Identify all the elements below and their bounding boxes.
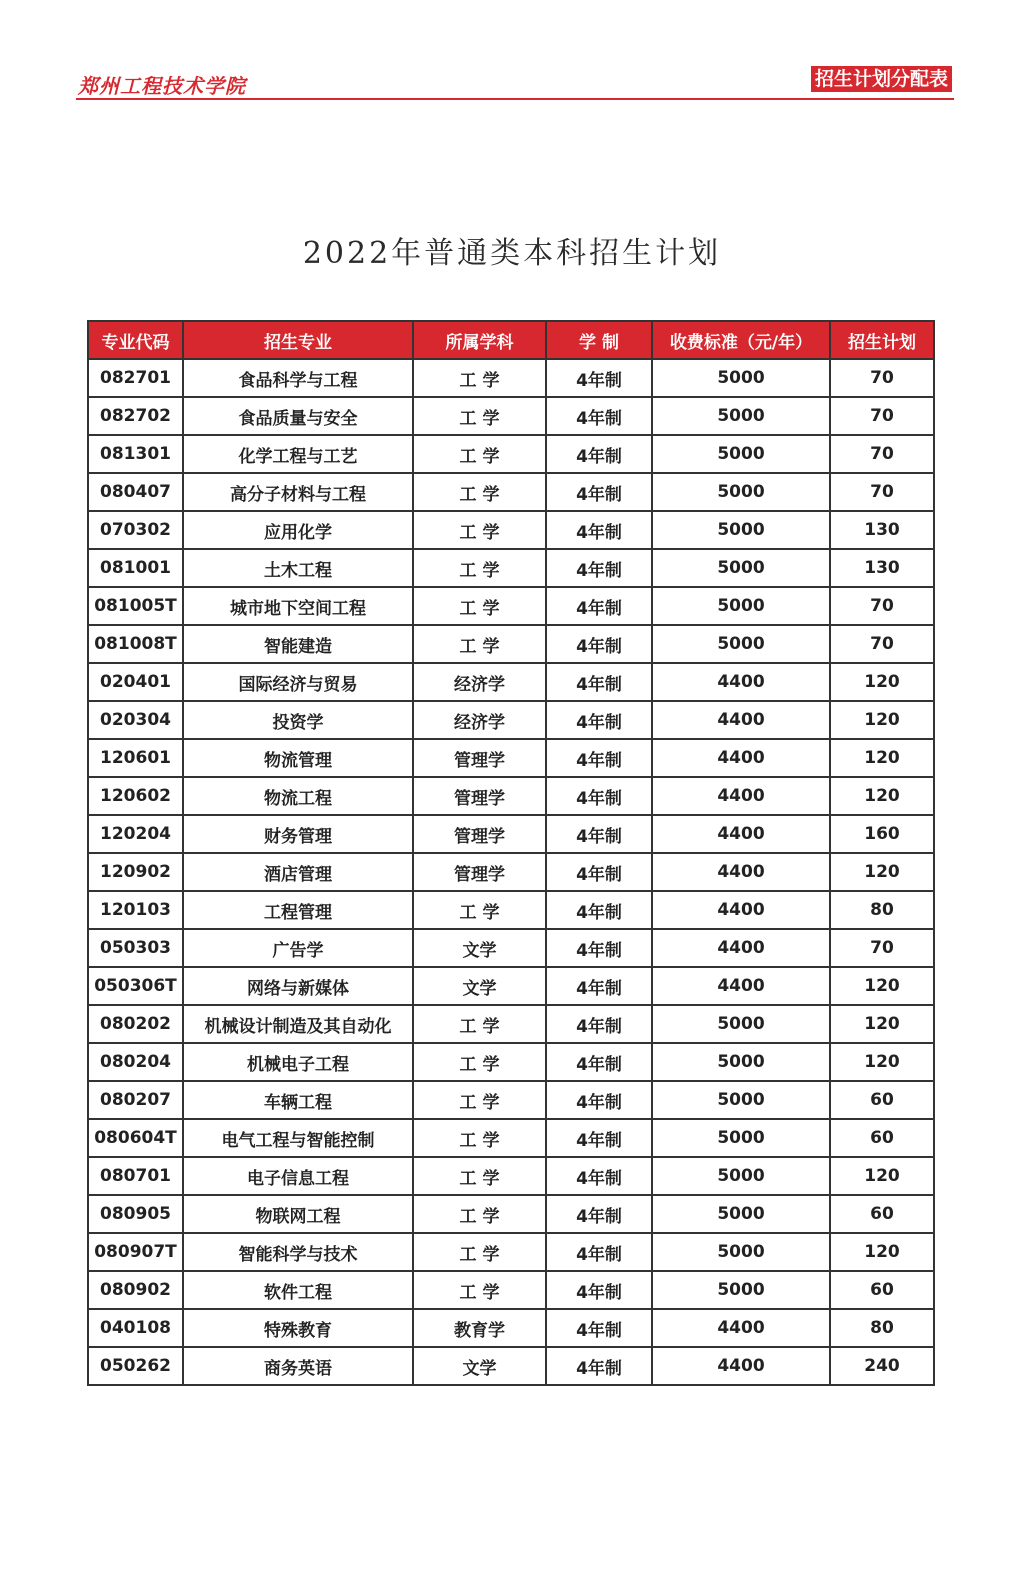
- cell-code: 080407: [88, 473, 183, 511]
- cell-tuition: 4400: [652, 663, 830, 701]
- cell-code: 050306T: [88, 967, 183, 1005]
- table-row: [88, 1081, 934, 1119]
- cell-quota: 120: [830, 1233, 934, 1271]
- cell-discipline: 工 学: [413, 1271, 546, 1309]
- cell-major: 网络与新媒体: [183, 967, 413, 1005]
- cell-major: 电气工程与智能控制: [183, 1119, 413, 1157]
- cell-discipline: 经济学: [413, 701, 546, 739]
- cell-discipline: 经济学: [413, 663, 546, 701]
- cell-discipline: 工 学: [413, 473, 546, 511]
- cell-duration: 4年制: [546, 1347, 652, 1385]
- cell-major: 机械设计制造及其自动化: [183, 1005, 413, 1043]
- cell-tuition: 4400: [652, 891, 830, 929]
- cell-duration: 4年制: [546, 511, 652, 549]
- table-row: [88, 549, 934, 587]
- cell-code: 081005T: [88, 587, 183, 625]
- cell-discipline: 工 学: [413, 359, 546, 397]
- cell-quota: 60: [830, 1081, 934, 1119]
- cell-major: 财务管理: [183, 815, 413, 853]
- table-row: [88, 587, 934, 625]
- table-row: [88, 701, 934, 739]
- cell-duration: 4年制: [546, 435, 652, 473]
- table-row: [88, 1157, 934, 1195]
- cell-discipline: 工 学: [413, 625, 546, 663]
- cell-duration: 4年制: [546, 1043, 652, 1081]
- cell-duration: 4年制: [546, 1081, 652, 1119]
- cell-major: 电子信息工程: [183, 1157, 413, 1195]
- cell-code: 020304: [88, 701, 183, 739]
- cell-major: 物联网工程: [183, 1195, 413, 1233]
- cell-discipline: 文学: [413, 1347, 546, 1385]
- cell-duration: 4年制: [546, 1271, 652, 1309]
- table-row: [88, 511, 934, 549]
- cell-major: 软件工程: [183, 1271, 413, 1309]
- cell-tuition: 4400: [652, 1309, 830, 1347]
- cell-quota: 120: [830, 967, 934, 1005]
- cell-duration: 4年制: [546, 397, 652, 435]
- cell-duration: 4年制: [546, 473, 652, 511]
- cell-code: 040108: [88, 1309, 183, 1347]
- cell-quota: 130: [830, 511, 934, 549]
- cell-major: 国际经济与贸易: [183, 663, 413, 701]
- table-row: [88, 777, 934, 815]
- cell-discipline: 工 学: [413, 1233, 546, 1271]
- cell-duration: 4年制: [546, 1005, 652, 1043]
- cell-major: 化学工程与工艺: [183, 435, 413, 473]
- cell-discipline: 管理学: [413, 777, 546, 815]
- cell-major: 城市地下空间工程: [183, 587, 413, 625]
- cell-code: 080905: [88, 1195, 183, 1233]
- page-title: 2022年普通类本科招生计划: [302, 236, 722, 271]
- cell-tuition: 5000: [652, 1043, 830, 1081]
- cell-quota: 80: [830, 1309, 934, 1347]
- column-header-quota: 招生计划: [830, 321, 934, 359]
- table-row: [88, 967, 934, 1005]
- cell-discipline: 工 学: [413, 587, 546, 625]
- cell-discipline: 工 学: [413, 1157, 546, 1195]
- cell-code: 070302: [88, 511, 183, 549]
- cell-tuition: 5000: [652, 1157, 830, 1195]
- cell-tuition: 4400: [652, 1347, 830, 1385]
- cell-major: 酒店管理: [183, 853, 413, 891]
- cell-discipline: 工 学: [413, 511, 546, 549]
- table-row: [88, 1347, 934, 1385]
- cell-major: 物流管理: [183, 739, 413, 777]
- table-row: [88, 1043, 934, 1081]
- cell-quota: 70: [830, 587, 934, 625]
- cell-quota: 70: [830, 625, 934, 663]
- table-row: [88, 359, 934, 397]
- cell-major: 智能建造: [183, 625, 413, 663]
- cell-duration: 4年制: [546, 815, 652, 853]
- column-header-major: 招生专业: [183, 321, 413, 359]
- cell-code: 080701: [88, 1157, 183, 1195]
- table-row: [88, 1119, 934, 1157]
- cell-code: 081001: [88, 549, 183, 587]
- table-row: [88, 663, 934, 701]
- cell-discipline: 工 学: [413, 1119, 546, 1157]
- cell-tuition: 5000: [652, 549, 830, 587]
- cell-quota: 60: [830, 1195, 934, 1233]
- cell-quota: 120: [830, 1043, 934, 1081]
- cell-code: 050262: [88, 1347, 183, 1385]
- cell-tuition: 5000: [652, 435, 830, 473]
- table-row: [88, 739, 934, 777]
- cell-code: 082702: [88, 397, 183, 435]
- cell-duration: 4年制: [546, 777, 652, 815]
- cell-tuition: 4400: [652, 929, 830, 967]
- cell-duration: 4年制: [546, 1309, 652, 1347]
- cell-duration: 4年制: [546, 1233, 652, 1271]
- cell-duration: 4年制: [546, 739, 652, 777]
- cell-quota: 120: [830, 777, 934, 815]
- cell-quota: 160: [830, 815, 934, 853]
- column-header-duration: 学 制: [546, 321, 652, 359]
- cell-duration: 4年制: [546, 967, 652, 1005]
- cell-quota: 120: [830, 663, 934, 701]
- cell-code: 081008T: [88, 625, 183, 663]
- cell-duration: 4年制: [546, 929, 652, 967]
- cell-major: 土木工程: [183, 549, 413, 587]
- cell-code: 120902: [88, 853, 183, 891]
- page-header: [76, 62, 954, 102]
- cell-major: 应用化学: [183, 511, 413, 549]
- cell-tuition: 5000: [652, 587, 830, 625]
- cell-quota: 240: [830, 1347, 934, 1385]
- cell-tuition: 4400: [652, 967, 830, 1005]
- table-row: [88, 397, 934, 435]
- table-row: [88, 1195, 934, 1233]
- cell-tuition: 4400: [652, 815, 830, 853]
- cell-tuition: 5000: [652, 1233, 830, 1271]
- cell-code: 080604T: [88, 1119, 183, 1157]
- cell-discipline: 工 学: [413, 549, 546, 587]
- cell-tuition: 5000: [652, 1271, 830, 1309]
- cell-discipline: 工 学: [413, 397, 546, 435]
- cell-code: 080202: [88, 1005, 183, 1043]
- cell-quota: 70: [830, 473, 934, 511]
- cell-code: 120204: [88, 815, 183, 853]
- cell-quota: 120: [830, 853, 934, 891]
- table-header-row: [88, 321, 934, 359]
- cell-major: 智能科学与技术: [183, 1233, 413, 1271]
- table-row: [88, 815, 934, 853]
- cell-major: 高分子材料与工程: [183, 473, 413, 511]
- table-body: [88, 359, 934, 1385]
- cell-code: 080907T: [88, 1233, 183, 1271]
- cell-discipline: 工 学: [413, 1005, 546, 1043]
- cell-duration: 4年制: [546, 701, 652, 739]
- cell-major: 机械电子工程: [183, 1043, 413, 1081]
- cell-quota: 60: [830, 1271, 934, 1309]
- cell-major: 食品质量与安全: [183, 397, 413, 435]
- table-row: [88, 929, 934, 967]
- cell-duration: 4年制: [546, 663, 652, 701]
- cell-duration: 4年制: [546, 1119, 652, 1157]
- cell-tuition: 4400: [652, 739, 830, 777]
- cell-tuition: 5000: [652, 625, 830, 663]
- cell-quota: 70: [830, 397, 934, 435]
- cell-tuition: 5000: [652, 359, 830, 397]
- cell-duration: 4年制: [546, 359, 652, 397]
- cell-code: 120602: [88, 777, 183, 815]
- cell-duration: 4年制: [546, 1157, 652, 1195]
- header-tag: 招生计划分配表: [809, 64, 954, 94]
- cell-duration: 4年制: [546, 587, 652, 625]
- column-header-tuition: 收费标准（元/年）: [652, 321, 830, 359]
- table-row: [88, 891, 934, 929]
- cell-quota: 70: [830, 359, 934, 397]
- cell-code: 080204: [88, 1043, 183, 1081]
- cell-tuition: 4400: [652, 853, 830, 891]
- cell-discipline: 工 学: [413, 1043, 546, 1081]
- cell-tuition: 4400: [652, 777, 830, 815]
- cell-code: 081301: [88, 435, 183, 473]
- column-header-code: 专业代码: [88, 321, 183, 359]
- cell-tuition: 5000: [652, 511, 830, 549]
- cell-major: 商务英语: [183, 1347, 413, 1385]
- cell-discipline: 工 学: [413, 1081, 546, 1119]
- cell-major: 投资学: [183, 701, 413, 739]
- cell-discipline: 工 学: [413, 1195, 546, 1233]
- cell-discipline: 管理学: [413, 739, 546, 777]
- cell-tuition: 5000: [652, 1195, 830, 1233]
- cell-duration: 4年制: [546, 625, 652, 663]
- cell-quota: 120: [830, 1005, 934, 1043]
- cell-major: 车辆工程: [183, 1081, 413, 1119]
- college-logo: 郑州工程技术学院: [78, 74, 246, 98]
- cell-quota: 120: [830, 701, 934, 739]
- cell-tuition: 4400: [652, 701, 830, 739]
- cell-discipline: 文学: [413, 967, 546, 1005]
- cell-duration: 4年制: [546, 853, 652, 891]
- cell-code: 082701: [88, 359, 183, 397]
- table-row: [88, 473, 934, 511]
- header-divider: [76, 98, 954, 100]
- cell-code: 080207: [88, 1081, 183, 1119]
- cell-discipline: 工 学: [413, 435, 546, 473]
- cell-tuition: 5000: [652, 397, 830, 435]
- cell-code: 050303: [88, 929, 183, 967]
- table-row: [88, 1005, 934, 1043]
- cell-major: 特殊教育: [183, 1309, 413, 1347]
- cell-discipline: 管理学: [413, 815, 546, 853]
- cell-discipline: 文学: [413, 929, 546, 967]
- cell-duration: 4年制: [546, 891, 652, 929]
- table-row: [88, 435, 934, 473]
- cell-quota: 130: [830, 549, 934, 587]
- cell-discipline: 管理学: [413, 853, 546, 891]
- cell-major: 食品科学与工程: [183, 359, 413, 397]
- cell-tuition: 5000: [652, 1005, 830, 1043]
- table-row: [88, 1233, 934, 1271]
- cell-quota: 80: [830, 891, 934, 929]
- cell-discipline: 工 学: [413, 891, 546, 929]
- cell-major: 广告学: [183, 929, 413, 967]
- table-row: [88, 1271, 934, 1309]
- cell-discipline: 教育学: [413, 1309, 546, 1347]
- cell-code: 080902: [88, 1271, 183, 1309]
- cell-major: 工程管理: [183, 891, 413, 929]
- column-header-discipline: 所属学科: [413, 321, 546, 359]
- enrollment-plan-table: [87, 320, 935, 1386]
- table-row: [88, 1309, 934, 1347]
- cell-code: 120601: [88, 739, 183, 777]
- table-row: [88, 853, 934, 891]
- cell-code: 120103: [88, 891, 183, 929]
- table-row: [88, 625, 934, 663]
- cell-quota: 60: [830, 1119, 934, 1157]
- cell-tuition: 5000: [652, 1081, 830, 1119]
- cell-duration: 4年制: [546, 1195, 652, 1233]
- cell-quota: 120: [830, 1157, 934, 1195]
- cell-duration: 4年制: [546, 549, 652, 587]
- cell-tuition: 5000: [652, 473, 830, 511]
- cell-tuition: 5000: [652, 1119, 830, 1157]
- cell-code: 020401: [88, 663, 183, 701]
- cell-quota: 70: [830, 929, 934, 967]
- cell-quota: 70: [830, 435, 934, 473]
- cell-quota: 120: [830, 739, 934, 777]
- cell-major: 物流工程: [183, 777, 413, 815]
